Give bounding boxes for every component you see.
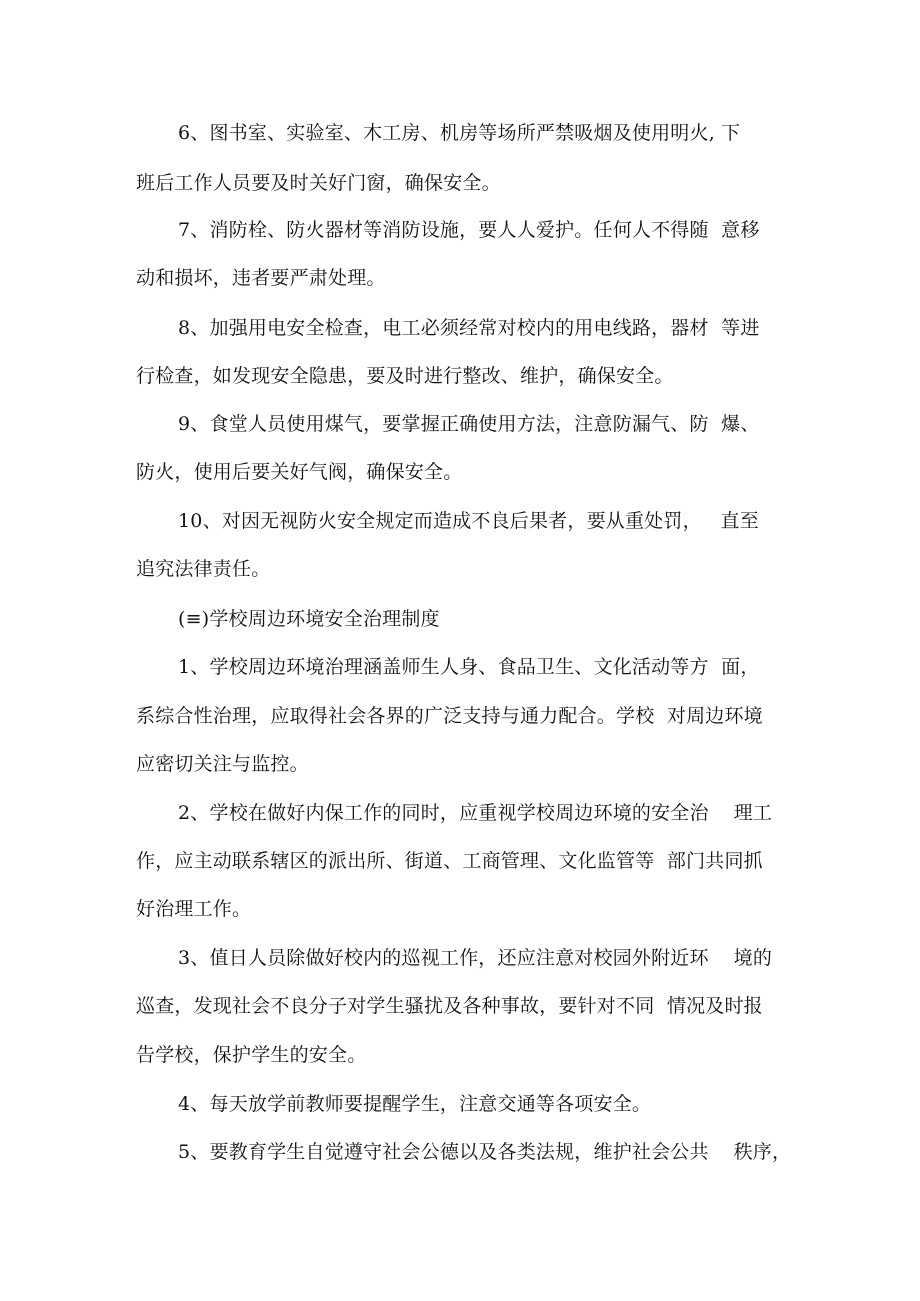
text-line: 好治理工作。 bbox=[136, 898, 252, 920]
text-line: 4、每天放学前教师要提醒学生，注意交通等各项安全。 bbox=[178, 1093, 652, 1115]
text-line: 2、学校在做好内保工作的同时，应重视学校周边环境的安全治 理工 bbox=[178, 802, 773, 824]
text-line: 防火，使用后要关好气阀，确保安全。 bbox=[136, 461, 463, 483]
text-line: 作，应主动联系辖区的派出所、街道、工商管理、文化监管等 部门共同抓 bbox=[136, 850, 763, 872]
text-line: 动和损坏，违者要严肃处理。 bbox=[136, 267, 386, 289]
text-line: 3、值日人员除做好校内的巡视工作，还应注意对校园外附近环 境的 bbox=[178, 947, 773, 969]
text-line: 7、消防栓、防火器材等消防设施，要人人爱护。任何人不得随 意移 bbox=[178, 219, 760, 241]
text-line: 班后工作人员要及时关好门窗，确保安全。 bbox=[136, 172, 501, 194]
text-line: 巡查，发现社会不良分子对学生骚扰及各种事故，要针对不同 情况及时报 bbox=[136, 995, 763, 1017]
text-line: 追究法律责任。 bbox=[136, 558, 271, 580]
text-line: 1、学校周边环境治理涵盖师生人身、食品卫生、文化活动等方 面， bbox=[178, 656, 760, 678]
text-line: 6、图书室、实验室、木工房、机房等场所严禁吸烟及使用明火, 下 bbox=[178, 122, 741, 144]
text-line: 应密切关注与监控。 bbox=[136, 753, 309, 775]
text-line: 系综合性治理，应取得社会各界的广泛支持与通力配合。学校 对周边环境 bbox=[136, 705, 763, 727]
text-line: 10、对因无视防火安全规定而造成不良后果者，要从重处罚， 直至 bbox=[178, 510, 759, 532]
text-line: 5、要教育学生自觉遵守社会公德以及各类法规，维护社会公共 秩序， bbox=[178, 1141, 792, 1163]
text-line: 行检查，如发现安全隐患，要及时进行整改、维护，确保安全。 bbox=[136, 365, 674, 387]
text-line: 9、食堂人员使用煤气，要掌握正确使用方法，注意防漏气、防 爆、 bbox=[178, 413, 760, 435]
text-line: 8、加强用电安全检查，电工必须经常对校内的用电线路，器材 等进 bbox=[178, 317, 760, 339]
text-line: 告学校，保护学生的安全。 bbox=[136, 1044, 367, 1066]
section-heading: (≡)学校周边环境安全治理制度 bbox=[178, 608, 440, 630]
